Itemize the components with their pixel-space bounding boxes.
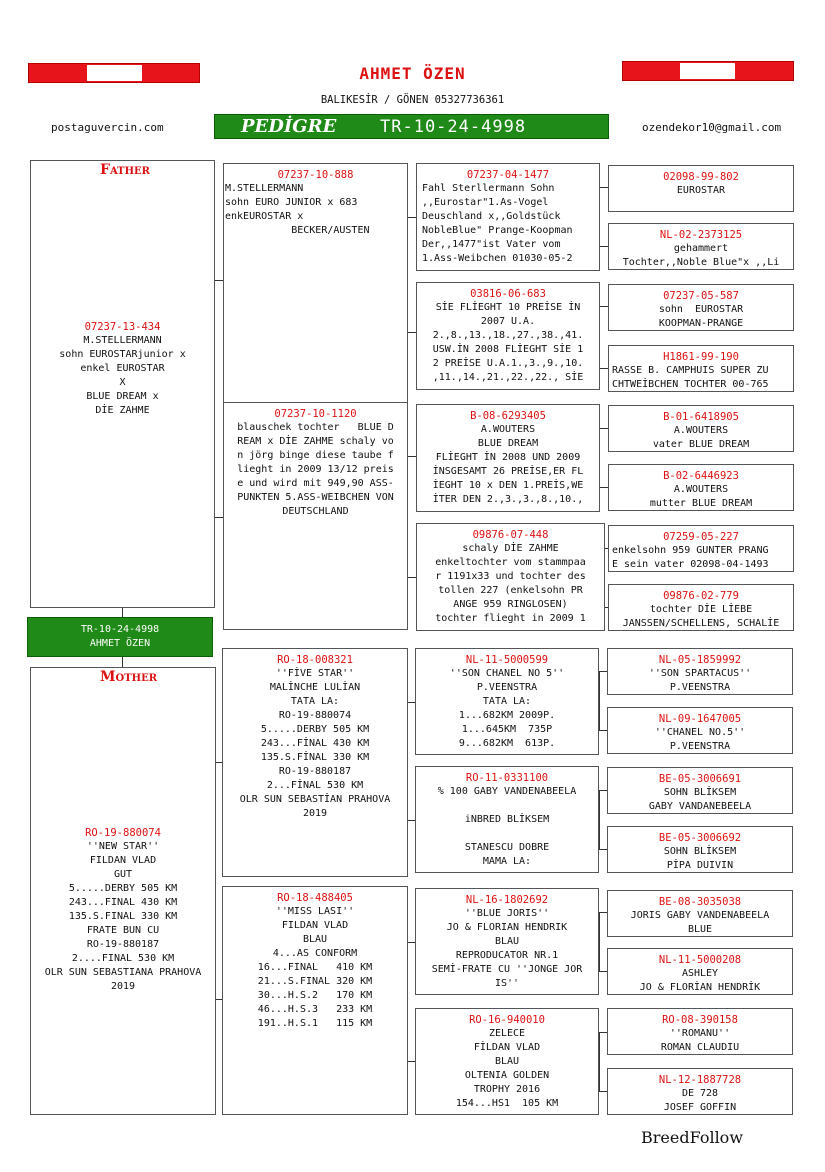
gen3-ring: RO-16-940010 (469, 1014, 545, 1026)
gen3-box[interactable] (415, 766, 599, 873)
gen4-info: SOHN BLİKSEM PİPA DUIVIN (663, 846, 737, 871)
gen3-info: ''BLUE JORIS'' JO & FLORIAN HENDRIK BLAU REPRODUCATOR NR.1 SEMİ-FRATE CU ''JONGE JOR IS'' (431, 908, 583, 989)
connector (214, 517, 223, 518)
website-link[interactable]: postaguvercin.com (51, 121, 164, 134)
gen4-ring: 07259-05-227 (663, 531, 739, 543)
connector (122, 608, 123, 617)
connector (599, 368, 608, 369)
gen4-info: A.WOUTERS mutter BLUE DREAM (649, 484, 753, 509)
gen4-box[interactable] (608, 525, 794, 572)
gen2-ring: 07237-10-1120 (274, 408, 357, 420)
gen3-box[interactable] (415, 648, 599, 755)
pedigree-ring-number: TR-10-24-4998 (380, 117, 527, 137)
gen3-ring: NL-11-5000599 (465, 654, 549, 666)
gen3-ring: RO-11-0331100 (465, 772, 549, 784)
gen4-ring: NL-09-1647005 (658, 713, 742, 725)
gen3-info: ''SON CHANEL NO 5'' P.VEENSTRA TATA LA: 1...682KM 2009P. 1...645KM 735P 9...682KM 613P. (449, 668, 565, 749)
gen4-ring: 09876-02-779 (663, 590, 739, 602)
connector (599, 790, 607, 791)
connector (599, 730, 607, 731)
gen3-ring: 09876-07-448 (472, 529, 549, 541)
gen4-ring: BE-05-3006691 (658, 773, 742, 785)
connector (599, 187, 608, 188)
connector (599, 790, 600, 849)
gen4-ring: BE-08-3035038 (658, 896, 742, 908)
connector (215, 762, 222, 763)
gen4-ring: NL-11-5000208 (658, 954, 742, 966)
gen4-box[interactable] (607, 1008, 793, 1055)
connector (407, 577, 416, 578)
mother-ring: RO-19-880074 (85, 827, 161, 839)
gen4-info: enkelsohn 959 GUNTER PRANG E sein vater 02098-04-1493 (612, 545, 769, 570)
gen4-info: ''CHANEL NO.5'' P.VEENSTRA (654, 727, 746, 752)
gen4-box[interactable] (608, 464, 794, 511)
connector (599, 671, 607, 672)
gen3-info: Fahl Sterllermann Sohn ,,Eurostar"1.As-Vogel Deuschland x,,Goldstück NobleBlue" Prange-Koopman Der,,1477"ist Vater vom 1.Ass-Weibchen 01030-05-2 (422, 183, 573, 264)
email-link[interactable]: ozendekor10@gmail.com (642, 121, 782, 134)
gen3-box[interactable] (416, 163, 600, 271)
gen4-info: EUROSTAR (676, 185, 726, 196)
gen2-info: ''MISS LASI'' FILDAN VLAD BLAU 4...AS CONFORM 16...FINAL 410 KM 21...S.FINAL 320 KM 30...H.S.2 170 KM 46...H.S.3 233 KM 191..H.S.1 115 KM (257, 906, 373, 1029)
gen4-info: RASSE B. CAMPHUIS SUPER ZU CHTWEİBCHEN TOCHTER 00-765 (612, 365, 769, 390)
connector (407, 820, 415, 821)
gen2-box[interactable] (222, 886, 408, 1115)
father-info: M.STELLERMANN sohn EUROSTARjunior x enkel EUROSTAR X BLUE DREAM x DİE ZAHME (59, 335, 186, 416)
gen4-box[interactable] (608, 165, 794, 212)
connector (407, 456, 416, 457)
gen3-box[interactable] (416, 282, 600, 390)
connector (599, 1091, 607, 1092)
gen3-box[interactable] (416, 523, 605, 631)
subject-owner: AHMET ÖZEN (89, 638, 151, 649)
connector (599, 306, 608, 307)
gen4-ring: B-02-6446923 (663, 470, 739, 482)
gen4-box[interactable] (607, 890, 793, 937)
gen4-info: DE 728 JOSEF GOFFIN (663, 1088, 737, 1113)
connector (599, 1032, 607, 1033)
gen3-box[interactable] (415, 1008, 599, 1115)
gen4-ring: 02098-99-802 (663, 171, 739, 183)
connector (599, 671, 600, 730)
connector (599, 1032, 600, 1091)
gen4-ring: NL-05-1859992 (658, 654, 742, 666)
breeder-name: AHMET ÖZEN (359, 64, 466, 83)
father-box[interactable] (30, 160, 215, 608)
gen3-info: % 100 GABY VANDENABEELA iNBRED BLİKSEM STANESCU DOBRE MAMA LA: (437, 786, 577, 867)
gen3-box[interactable] (415, 888, 599, 995)
gen3-ring: 07237-04-1477 (466, 169, 550, 181)
gen2-ring: RO-18-008321 (277, 654, 353, 666)
gen2-info: M.STELLERMANN sohn EURO JUNIOR x 683 enkEUROSTAR x BECKER/AUSTEN (225, 183, 370, 236)
gen4-info: SOHN BLİKSEM GABY VANDANEBEELA (648, 787, 752, 812)
subject-bird-box[interactable] (27, 617, 213, 657)
gen4-ring: 07237-05-587 (663, 290, 739, 302)
gen3-info: schaly DİE ZAHME enkeltochter vom stammpaa r 1191x33 und tochter des tollen 227 (enkelsohn PR ANGE 959 RINGLOSEN) tochter flieght in 2009 1 (435, 543, 586, 624)
gen2-box[interactable] (222, 648, 408, 877)
gen3-ring: B-08-6293405 (470, 410, 546, 422)
gen4-ring: RO-08-390158 (662, 1014, 738, 1026)
connector (599, 428, 608, 429)
gen4-box[interactable] (607, 648, 793, 695)
gen3-info: ZELECE FİLDAN VLAD BLAU OLTENIA GOLDEN TROPHY 2016 154...HS1 105 KM (455, 1028, 559, 1109)
father-label: Father (100, 162, 150, 178)
gen2-box[interactable] (223, 402, 408, 630)
connector (599, 849, 607, 850)
gen4-info: ''SON SPARTACUS'' P.VEENSTRA (648, 668, 752, 693)
gen4-info: JORIS GABY VANDENABEELA BLUE (630, 910, 770, 935)
gen4-ring: B-01-6418905 (663, 411, 739, 423)
pedigree-title-bar (214, 114, 609, 139)
gen4-box[interactable] (608, 405, 794, 452)
connector (599, 487, 608, 488)
connector (214, 280, 223, 281)
mother-box[interactable] (30, 667, 216, 1115)
gen3-info: SİE FLİEGHT 10 PREİSE İN 2007 U.A. 2.,8.,13.,18.,27.,38.,41. USW.İN 2008 FLİEGHT SİE 1 2 PREİSE U.A.1.,3.,9.,10. ,11.,14.,21.,22.,22., SİE (432, 302, 584, 383)
connector (407, 702, 415, 703)
gen4-box[interactable] (607, 707, 793, 754)
connector (599, 246, 608, 247)
gen4-box[interactable] (607, 767, 793, 814)
gen4-info: tochter DİE LİEBE JANSSEN/SCHELLENS, SCHALİE (622, 604, 780, 629)
gen4-info: A.WOUTERS vater BLUE DREAM (652, 425, 750, 450)
gen4-box[interactable] (608, 584, 794, 631)
gen4-ring: NL-02-2373125 (659, 229, 743, 241)
gen4-ring: H1861-99-190 (663, 351, 739, 363)
connector (122, 657, 123, 667)
gen3-ring: 03816-06-683 (470, 288, 546, 300)
gen4-info: sohn EUROSTAR KOOPMAN-PRANGE (658, 304, 744, 329)
connector (599, 912, 600, 971)
gen4-ring: NL-12-1887728 (658, 1074, 742, 1086)
connector (599, 971, 607, 972)
connector (407, 332, 416, 333)
gen4-box[interactable] (607, 826, 793, 873)
gen2-info: ''FİVE STAR'' MALİNCHE LULİAN TATA LA: RO-19-880074 5.....DERBY 505 KM 243...FİNAL 430 KM 135.S.FİNAL 330 KM RO-19-880187 2...FİNAL 530 KM OLR SUN SEBASTİAN PRAHOVA 2019 (239, 668, 391, 819)
gen2-ring: RO-18-488405 (277, 892, 353, 904)
gen4-ring: BE-05-3006692 (658, 832, 742, 844)
gen2-ring: 07237-10-888 (277, 169, 354, 181)
breedfollow-brand: BreedFollow (641, 1128, 744, 1147)
mother-info: ''NEW STAR'' FILDAN VLAD GUT 5.....DERBY 505 KM 243...FINAL 430 KM 135.S.FINAL 330 KM FRATE BUN CU RO-19-880187 2....FINAL 530 KM OLR SUN SEBASTIANA PRAHOVA 2019 (44, 841, 202, 992)
gen4-info: gehammert Tochter,,Noble Blue"x ,,Li (622, 243, 780, 268)
gen3-box[interactable] (416, 404, 600, 512)
father-ring: 07237-13-434 (84, 321, 161, 333)
connector (407, 217, 416, 218)
subject-ring: TR-10-24-4998 (80, 624, 160, 635)
gen3-info: A.WOUTERS BLUE DREAM FLİEGHT İN 2008 UND 2009 İNSGESAMT 26 PREİSE,ER FL İEGHT 10 x DEN 1.PREİS,WE İTER DEN 2.,3.,3.,8.,10., (432, 424, 584, 505)
gen4-info: ASHLEY JO & FLORİAN HENDRİK (639, 968, 761, 993)
mother-label: Mother (100, 669, 158, 685)
gen3-ring: NL-16-1802692 (465, 894, 549, 906)
breeder-location: BALIKESİR / GÖNEN 05327736361 (320, 94, 505, 106)
gen4-box[interactable] (608, 345, 794, 392)
gen4-box[interactable] (608, 223, 794, 270)
connector (407, 942, 415, 943)
gen4-box[interactable] (607, 1068, 793, 1115)
gen2-info: blauschek tochter BLUE D REAM x DİE ZAHME schaly vo n jörg binge diese taube f lieght in 2009 13/12 preis e und wird mit 949,90 ASS- PUNKTEN 5.ASS-WEIBCHEN VON DEUTSCHLAND (237, 422, 394, 517)
gen4-box[interactable] (608, 284, 794, 331)
gen4-info: ''ROMANU'' ROMAN CLAUDIU (660, 1028, 740, 1053)
connector (599, 912, 607, 913)
gen4-box[interactable] (607, 948, 793, 995)
connector (215, 999, 222, 1000)
pedigree-word: PEDİGRE (241, 116, 337, 137)
connector (407, 1061, 415, 1062)
